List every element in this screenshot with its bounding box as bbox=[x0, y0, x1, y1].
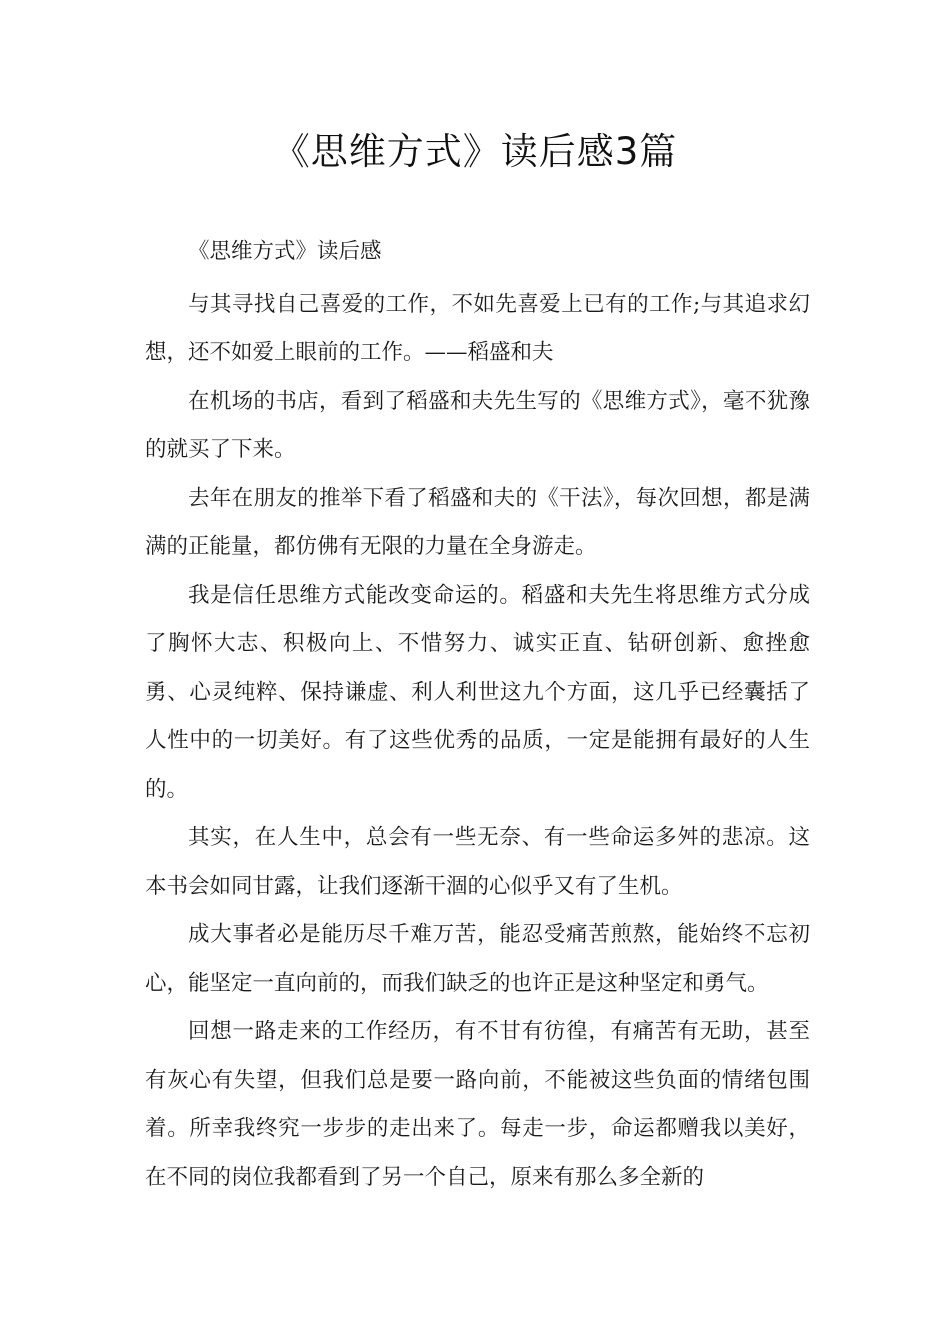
document-title: 《思维方式》读后感3篇 bbox=[272, 130, 678, 173]
paragraph: 去年在朋友的推举下看了稻盛和夫的《干法》，每次回想，都是满满的正能量，都仿佛有无限的力量在全身游走。 bbox=[145, 485, 810, 559]
paragraph: 我是信任思维方式能改变命运的。稻盛和夫先生将思维方式分成了胸怀大志、积极向上、不惜努力、诚实正直、钻研创新、愈挫愈勇、心灵纯粹、保持谦虚、利人利世这九个方面，这几乎已经囊括了人性中的一切美好。有了这些优秀的品质，一定是能拥有最好的人生的。 bbox=[145, 582, 810, 802]
document-body bbox=[145, 228, 810, 1202]
paragraph-quote: 与其寻找自己喜爱的工作，不如先喜爱上已有的工作;与其追求幻想，还不如爱上眼前的工作。——稻盛和夫 bbox=[145, 291, 810, 365]
paragraph: 在机场的书店，看到了稻盛和夫先生写的《思维方式》，毫不犹豫的就买了下来。 bbox=[145, 388, 810, 462]
paragraph: 其实，在人生中，总会有一些无奈、有一些命运多舛的悲凉。这本书会如同甘露，让我们逐渐干涸的心似乎又有了生机。 bbox=[145, 825, 810, 899]
section-heading: 《思维方式》读后感 bbox=[188, 239, 382, 264]
paragraph: 成大事者必是能历尽千难万苦，能忍受痛苦煎熬，能始终不忘初心，能坚定一直向前的，而我们缺乏的也许正是这种坚定和勇气。 bbox=[145, 922, 810, 996]
paragraph: 回想一路走来的工作经历，有不甘有彷徨，有痛苦有无助，甚至有灰心有失望，但我们总是要一路向前，不能被这些负面的情绪包围着。所幸我终究一步步的走出来了。每走一步，命运都赠我以美好，在不同的岗位我都看到了另一个自己，原来有那么多全新的 bbox=[145, 1019, 810, 1190]
